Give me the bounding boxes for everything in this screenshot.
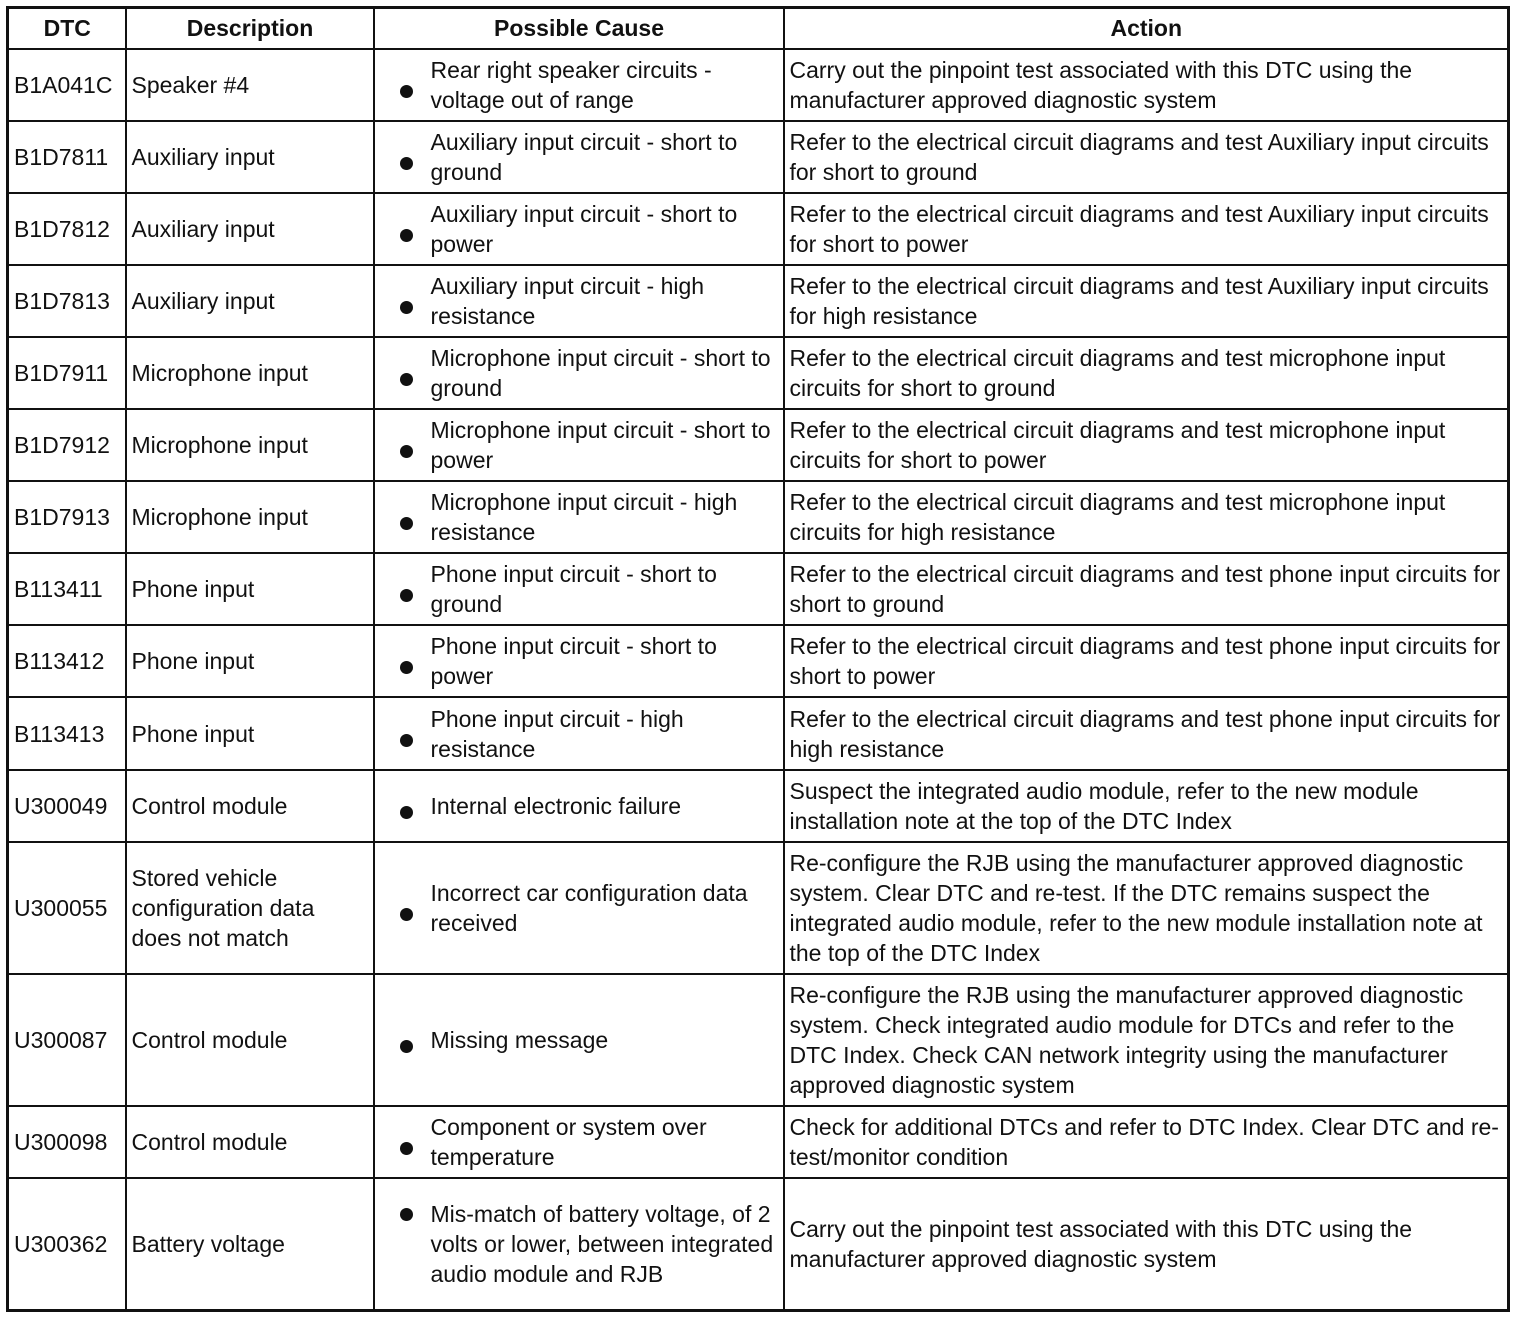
table-row xyxy=(8,697,1509,769)
table-row xyxy=(8,193,1509,265)
action-cell: Carry out the pinpoint test associated with this DTC using the manufacturer approved diagnostic system xyxy=(784,1178,1509,1310)
cause-cell xyxy=(374,121,784,193)
description-cell: Phone input xyxy=(126,697,374,769)
dtc-code: B1D7912 xyxy=(8,409,126,481)
description-cell: Auxiliary input xyxy=(126,193,374,265)
action-cell: Refer to the electrical circuit diagrams and test Auxiliary input circuits for high resistance xyxy=(784,265,1509,337)
cause-text: Microphone input circuit - high resistance xyxy=(430,489,738,546)
dtc-code: B1D7812 xyxy=(8,193,126,265)
cause-cell xyxy=(374,409,784,481)
cause-text: Phone input circuit - short to ground xyxy=(430,561,717,618)
cause-text: Auxiliary input circuit - short to ground xyxy=(430,128,738,185)
table-header-row xyxy=(8,8,1509,49)
cause-wrap xyxy=(431,1199,779,1289)
bullet-icon xyxy=(400,85,413,98)
cause-text: Auxiliary input circuit - high resistance xyxy=(430,272,705,329)
description-cell: Microphone input xyxy=(126,481,374,553)
bullet-icon xyxy=(400,734,413,747)
cause-cell xyxy=(374,697,784,769)
dtc-code: B1D7813 xyxy=(8,265,126,337)
dtc-code: B1D7913 xyxy=(8,481,126,553)
cause-cell xyxy=(374,625,784,697)
cause-text: Phone input circuit - short to power xyxy=(430,633,717,690)
dtc-code: B1D7811 xyxy=(8,121,126,193)
cause-text: Phone input circuit - high resistance xyxy=(430,705,684,762)
header-description: Description xyxy=(126,8,374,49)
table-row xyxy=(8,121,1509,193)
description-cell: Stored vehicle configuration data does not match xyxy=(126,842,374,974)
cause-cell xyxy=(374,337,784,409)
dtc-code: U300055 xyxy=(8,842,126,974)
dtc-code: B1D7911 xyxy=(8,337,126,409)
table-row xyxy=(8,625,1509,697)
action-cell: Refer to the electrical circuit diagrams and test Auxiliary input circuits for short to ground xyxy=(784,121,1509,193)
table-row xyxy=(8,842,1509,974)
table-row xyxy=(8,481,1509,553)
cause-text: Missing message xyxy=(430,1027,609,1053)
dtc-code: B113413 xyxy=(8,697,126,769)
cause-cell xyxy=(374,974,784,1106)
bullet-icon xyxy=(400,1040,413,1053)
description-cell: Auxiliary input xyxy=(126,121,374,193)
action-cell: Refer to the electrical circuit diagrams and test phone input circuits for short to power xyxy=(784,625,1509,697)
table-row xyxy=(8,770,1509,842)
cause-cell xyxy=(374,193,784,265)
cause-text: Microphone input circuit - short to ground xyxy=(430,344,771,401)
bullet-icon xyxy=(400,1142,413,1155)
cause-cell xyxy=(374,842,784,974)
description-cell: Auxiliary input xyxy=(126,265,374,337)
action-cell: Check for additional DTCs and refer to DTC Index. Clear DTC and re-test/monitor condition xyxy=(784,1106,1509,1178)
action-cell: Suspect the integrated audio module, refer to the new module installation note at the top of the DTC Index xyxy=(784,770,1509,842)
description-cell: Control module xyxy=(126,974,374,1106)
description-cell: Battery voltage xyxy=(126,1178,374,1310)
dtc-code: B113411 xyxy=(8,553,126,625)
cause-text: Auxiliary input circuit - short to power xyxy=(430,200,738,257)
dtc-code: U300049 xyxy=(8,770,126,842)
header-action: Action xyxy=(784,8,1509,49)
dtc-code: B1A041C xyxy=(8,49,126,121)
action-cell: Refer to the electrical circuit diagrams and test phone input circuits for short to ground xyxy=(784,553,1509,625)
bullet-icon xyxy=(400,589,413,602)
cause-text: Incorrect car configuration data received xyxy=(430,879,748,936)
cause-cell xyxy=(374,481,784,553)
cause-cell xyxy=(374,1106,784,1178)
action-cell: Re-configure the RJB using the manufacturer approved diagnostic system. Clear DTC and re-test. If the DTC remains suspect the integrated audio module, refer to the new module installation note at the top of the DTC Index xyxy=(784,842,1509,974)
table-row xyxy=(8,49,1509,121)
bullet-icon xyxy=(400,229,413,242)
bullet-icon xyxy=(400,806,413,819)
cause-cell xyxy=(374,265,784,337)
action-cell: Refer to the electrical circuit diagrams and test microphone input circuits for high resistance xyxy=(784,481,1509,553)
description-cell: Microphone input xyxy=(126,337,374,409)
dtc-table xyxy=(6,6,1510,1312)
action-cell: Carry out the pinpoint test associated with this DTC using the manufacturer approved diagnostic system xyxy=(784,49,1509,121)
bullet-icon xyxy=(400,157,413,170)
cause-text: Mis-match of battery voltage, of 2 volts or lower, between integrated audio module and RJB xyxy=(430,1201,774,1288)
cause-cell xyxy=(374,1178,784,1310)
bullet-icon xyxy=(400,301,413,314)
table-row xyxy=(8,553,1509,625)
description-cell: Speaker #4 xyxy=(126,49,374,121)
description-cell: Microphone input xyxy=(126,409,374,481)
cause-cell xyxy=(374,49,784,121)
dtc-code: U300087 xyxy=(8,974,126,1106)
header-dtc: DTC xyxy=(8,8,126,49)
action-cell: Refer to the electrical circuit diagrams and test microphone input circuits for short to power xyxy=(784,409,1509,481)
action-cell: Refer to the electrical circuit diagrams and test Auxiliary input circuits for short to power xyxy=(784,193,1509,265)
action-cell: Refer to the electrical circuit diagrams and test microphone input circuits for short to ground xyxy=(784,337,1509,409)
description-cell: Phone input xyxy=(126,553,374,625)
description-cell: Phone input xyxy=(126,625,374,697)
bullet-icon xyxy=(400,1208,413,1221)
bullet-icon xyxy=(400,373,413,386)
table-row xyxy=(8,974,1509,1106)
table-row xyxy=(8,265,1509,337)
table-row xyxy=(8,409,1509,481)
action-cell: Re-configure the RJB using the manufacturer approved diagnostic system. Check integrated audio module for DTCs and refer to the DTC Index. Check CAN network integrity using the manufacturer approved diagnostic system xyxy=(784,974,1509,1106)
cause-text: Component or system over temperature xyxy=(430,1114,707,1171)
header-possible-cause: Possible Cause xyxy=(374,8,784,49)
dtc-code: U300098 xyxy=(8,1106,126,1178)
cause-text: Rear right speaker circuits - voltage out of range xyxy=(430,56,712,113)
bullet-icon xyxy=(400,661,413,674)
dtc-code: B113412 xyxy=(8,625,126,697)
bullet-icon xyxy=(400,445,413,458)
description-cell: Control module xyxy=(126,770,374,842)
cause-cell xyxy=(374,553,784,625)
description-cell: Control module xyxy=(126,1106,374,1178)
table-row xyxy=(8,1178,1509,1310)
cause-text: Microphone input circuit - short to power xyxy=(430,417,771,474)
action-cell: Refer to the electrical circuit diagrams and test phone input circuits for high resistance xyxy=(784,697,1509,769)
bullet-icon xyxy=(400,517,413,530)
cause-text: Internal electronic failure xyxy=(430,792,682,819)
dtc-code: U300362 xyxy=(8,1178,126,1310)
cause-cell xyxy=(374,770,784,842)
table-row xyxy=(8,337,1509,409)
bullet-icon xyxy=(400,908,413,921)
table-row xyxy=(8,1106,1509,1178)
